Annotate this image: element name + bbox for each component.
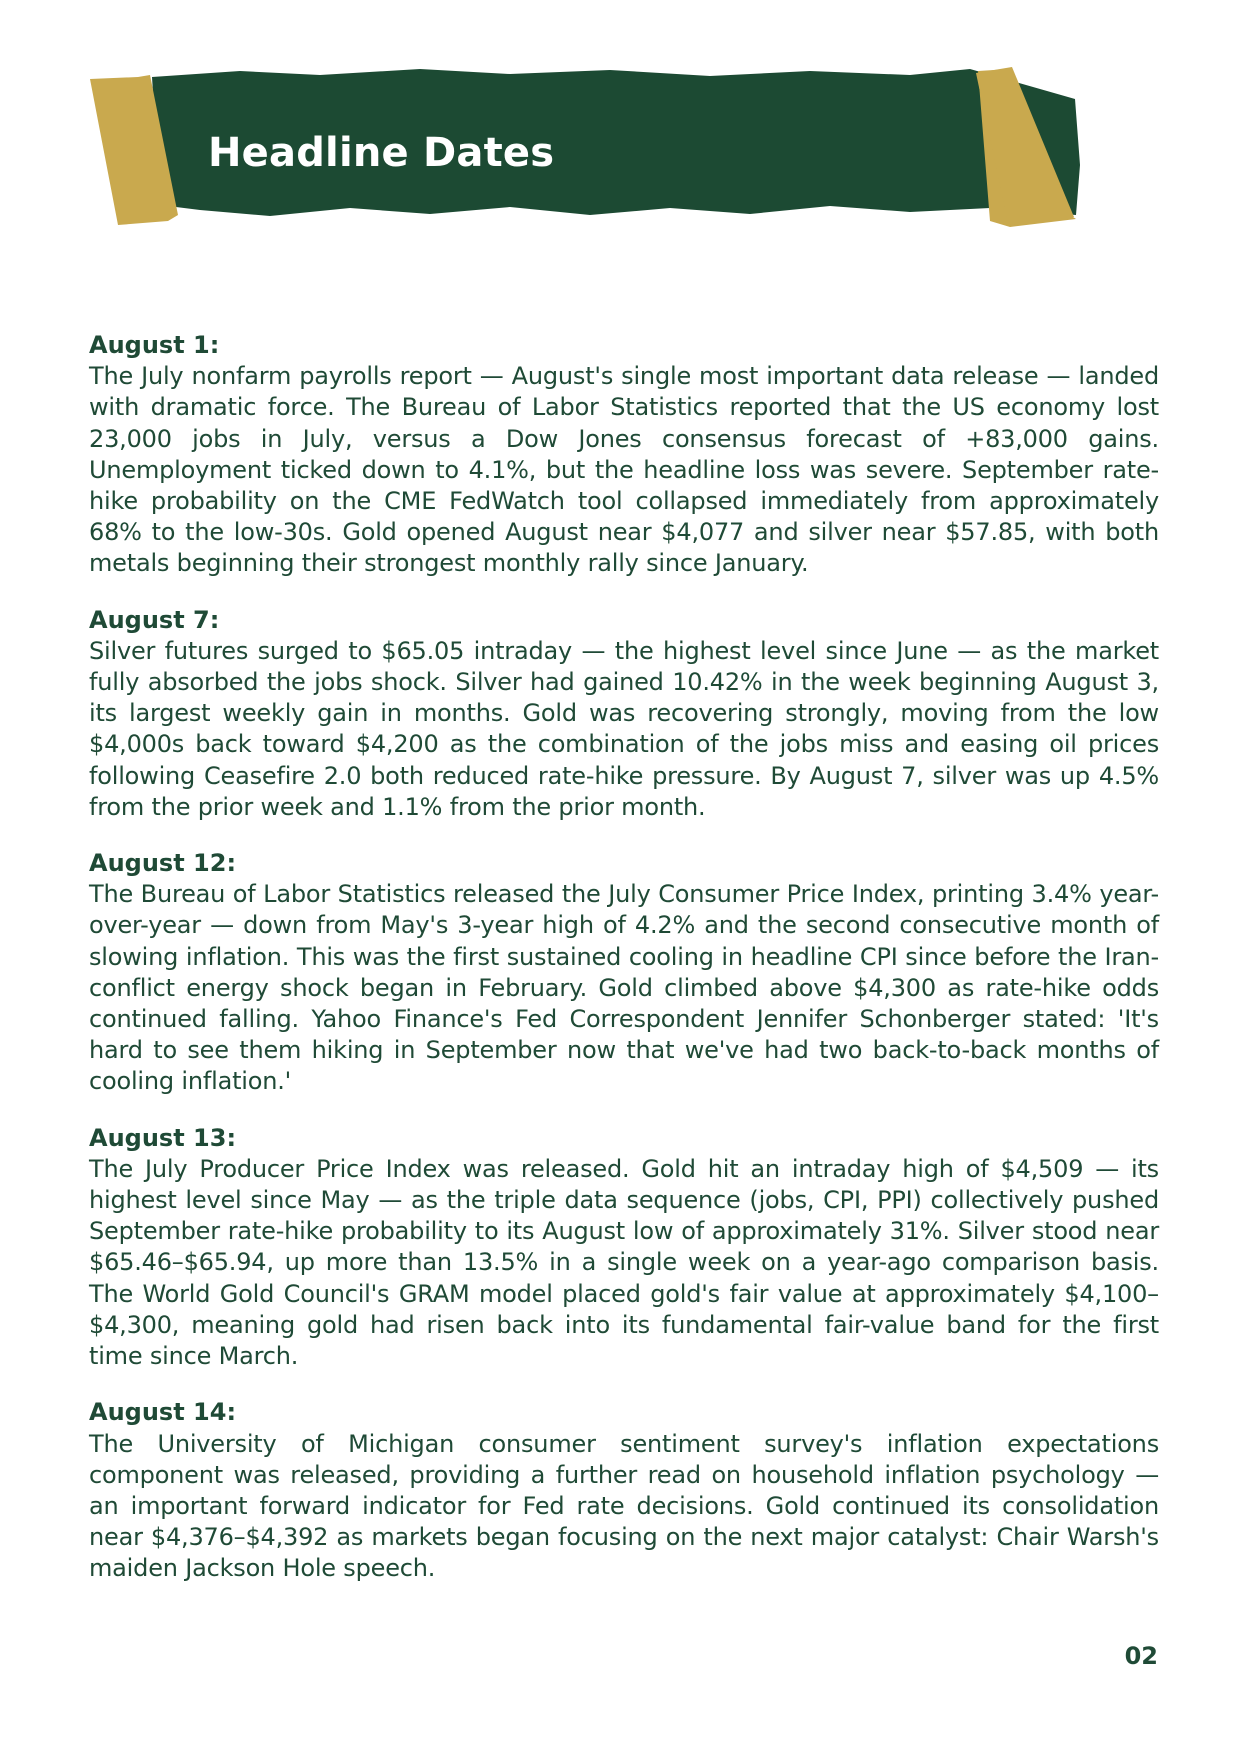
entry-text: Silver futures surged to $65.05 intraday — the highest level since June — as the market fully absorbed the jobs shock. Silver had gained 10.42% in the week beginning August 3, its largest weekly gain in months. Gold was recovering strongly, moving from the low $4,000s back toward $4,200 as the combination of the jobs miss and easing oil prices following Ceasefire 2.0 both reduced rate-hike pressure. By August 7, silver was up 4.5% from the prior week and 1.1% from the prior month. — [89, 636, 1159, 821]
page-number: 02 — [1124, 1642, 1158, 1670]
entry-date: August 1: — [89, 331, 220, 359]
entry-date: August 7: — [89, 605, 220, 634]
entry-date: August 13: — [89, 1123, 237, 1152]
page-title: Headline Dates — [208, 130, 555, 176]
date-entry-august-7 — [89, 605, 1159, 823]
date-entry-august-13 — [89, 1123, 1159, 1373]
date-entry-august-14 — [89, 1397, 1159, 1584]
date-entry-august-12 — [89, 848, 1159, 1098]
entry-text: The University of Michigan consumer sentiment survey's inflation expectations component was released, providing a further read on household inflation psychology — an important forward indicator for Fed rate decisions. Gold continued its consolidation near $4,376–$4,392 as markets began focusing on the next major catalyst: Chair Warsh's maiden Jackson Hole speech. — [89, 1429, 1159, 1583]
entry-text: The July Producer Price Index was released. Gold hit an intraday high of $4,509 — its highest level since May — as the triple data sequence (jobs, CPI, PPI) collectively pushed September rate-hike probability to its August low of approximately 31%. Silver stood near $65.46–$65.94, up more than 13.5% in a single week on a year-ago comparison basis. The World Gold Council's GRAM model placed gold's fair value at approximately $4,100–$4,300, meaning gold had risen back into its fundamental fair-value band for the first time since March. — [89, 1154, 1159, 1371]
header-banner — [90, 65, 1090, 255]
entry-text: The Bureau of Labor Statistics released the July Consumer Price Index, printing 3.4% year-over-year — down from May's 3-year high of 4.2% and the second consecutive month of slowing inflation. This was the first sustained cooling in headline CPI since before the Iran-conflict energy shock began in February. Gold climbed above $4,300 as rate-hike odds continued falling. Yahoo Finance's Fed Correspondent Jennifer Schonberger stated: 'It's hard to see them hiking in September now that we've had two back-to-back months of cooling inflation.' — [89, 880, 1159, 1096]
entry-date: August 12: — [89, 849, 237, 878]
headline-dates-list — [89, 330, 1159, 1610]
date-entry-august-1 — [89, 330, 1159, 580]
entry-text: The July nonfarm payrolls report — August's single most important data release — landed with dramatic force. The Bureau of Labor Statistics reported that the US economy lost 23,000 jobs in July, versus a Dow Jones consensus forecast of +83,000 gains. Unemployment ticked down to 4.1%, but the headline loss was severe. September rate-hike probability on the CME FedWatch tool collapsed immediately from approximately 68% to the low-30s. Gold opened August near $4,077 and silver near $57.85, with both metals beginning their strongest monthly rally since January. — [89, 362, 1159, 578]
entry-date: August 14: — [89, 1398, 237, 1427]
